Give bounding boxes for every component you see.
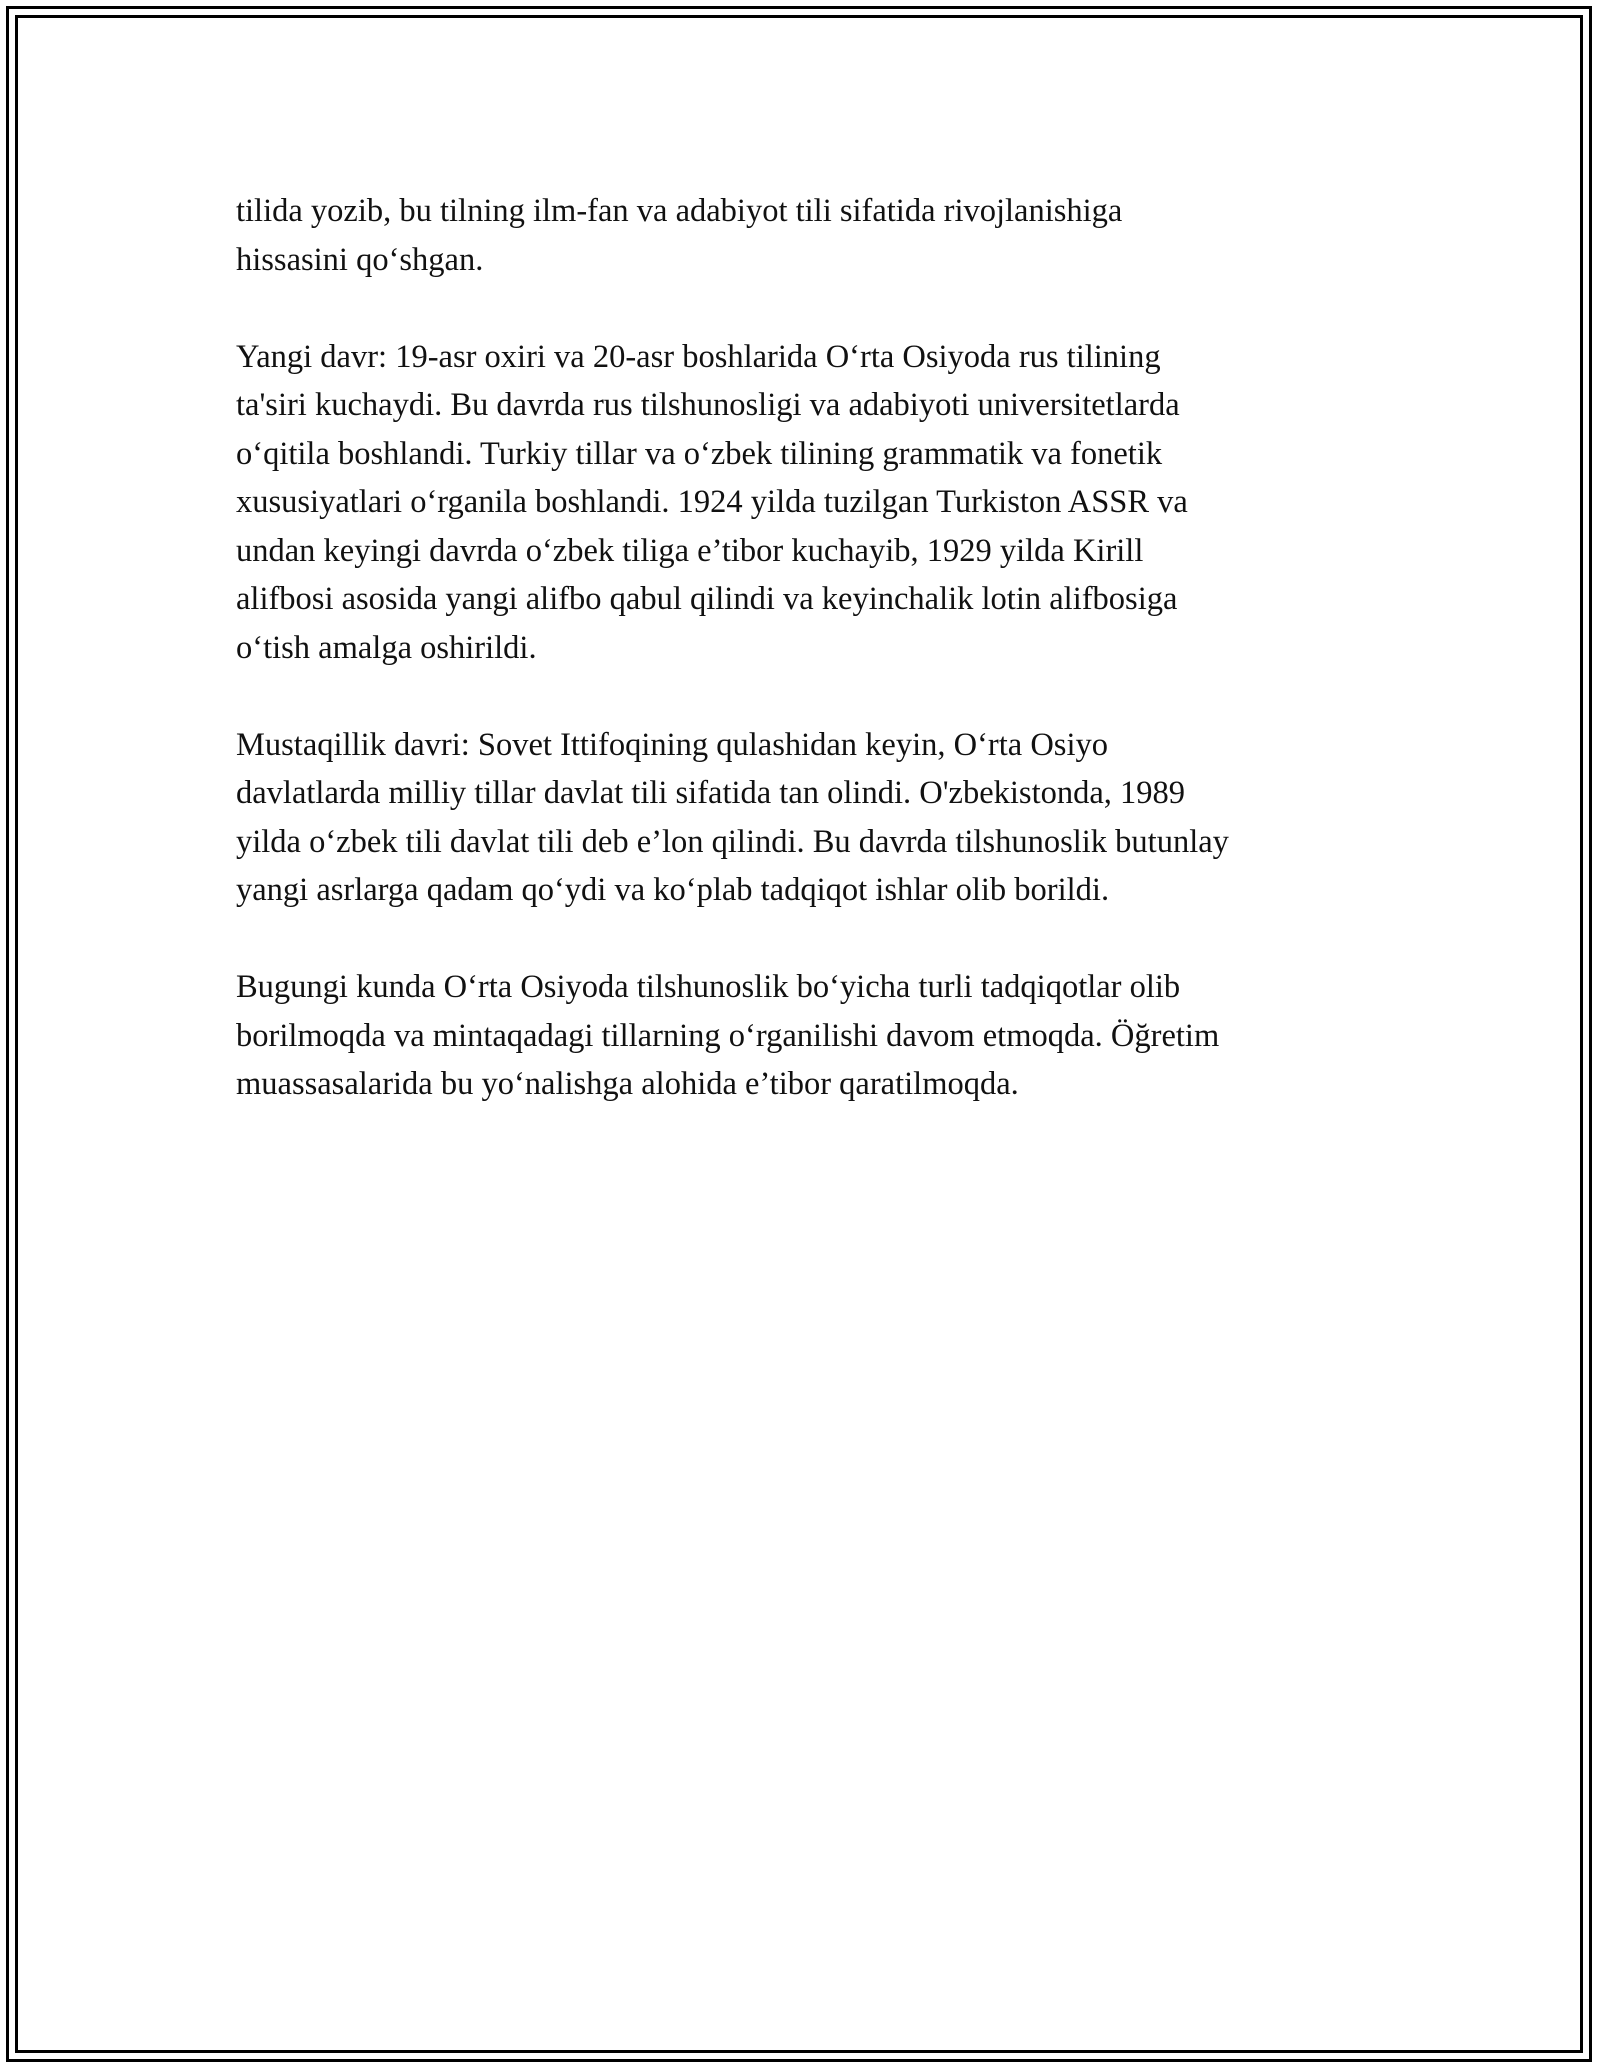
paragraph-independence-era: Mustaqillik davri: Sovet Ittifoqining qulashidan keyin, O‘rta Osiyo davlatlarda milliy tillar davlat tili sifatida tan olindi. O'zbekistonda, 1989 yilda o‘zbek tili davlat tili deb e’lon qilindi. Bu davrda tilshunoslik butunlay yangi asrlarga qadam qo‘ydi va ko‘plab tadqiqot ishlar olib borildi. xyxy=(236,726,1229,908)
paragraph-continuation: tilida yozib, bu tilning ilm-fan va adabiyot tili sifatida rivojlanishiga hissasini qo‘shgan. xyxy=(236,193,1123,278)
paragraph-present-day: Bugungi kunda O‘rta Osiyoda tilshunoslik bo‘yicha turli tadqiqotlar olib borilmoqda va mintaqadagi tillarning o‘rganilishi davom etmoqda. Öğretim muassasalarida bu yo‘nalishga alohida e’tibor qaratilmoqda. xyxy=(236,969,1220,1102)
document-body xyxy=(236,187,1366,1157)
paragraph-new-era: Yangi davr: 19-asr oxiri va 20-asr boshlarida O‘rta Osiyoda rus tilining ta'siri kuchaydi. Bu davrda rus tilshunosligi va adabiyoti universitetlarda o‘qitila boshlandi. Turkiy tillar va o‘zbek tilining grammatik va fonetik xususiyatlari o‘rganila boshlandi. 1924 yilda tuzilgan Turkiston ASSR va undan keyingi davrda o‘zbek tiliga e’tibor kuchayib, 1929 yilda Kirill alifbosi asosida yangi alifbo qabul qilindi va keyinchalik lotin alifbosiga o‘tish amalga oshirildi. xyxy=(236,338,1188,666)
